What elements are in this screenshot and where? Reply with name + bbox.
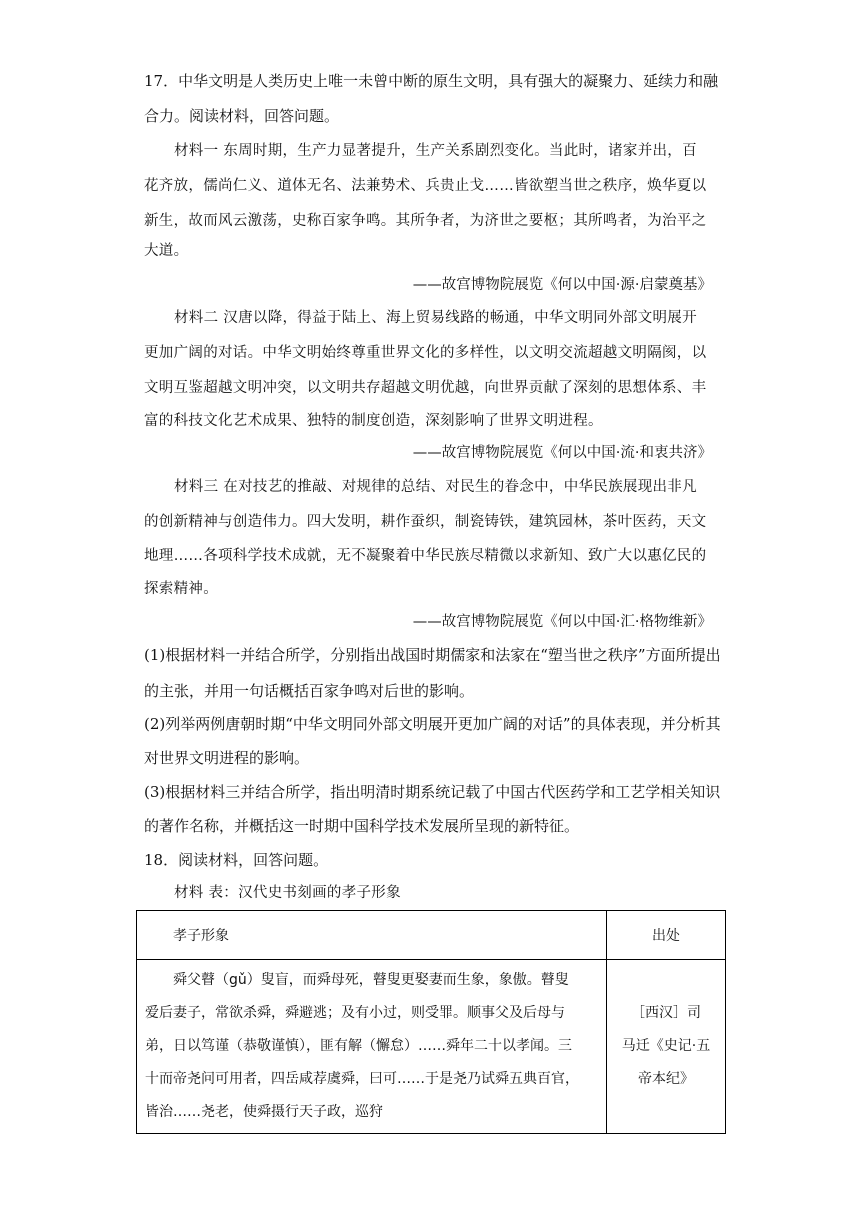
material-3-line-1: 材料三 在对技艺的推敲、对规律的总结、对民生的眷念中，中华民族展现出非凡 bbox=[174, 479, 697, 495]
material-1-line-4: 大道。 bbox=[144, 243, 189, 259]
row-source-line: ［西汉］司 bbox=[631, 1005, 701, 1021]
question-1-line-1: (1)根据材料一并结合所学，分别指出战国时期儒家和法家在“塑当世之秩序”方面所提出 bbox=[144, 646, 721, 664]
row-source-line: 马迁《史记·五 bbox=[621, 1038, 711, 1054]
row-text-line: 十而帝尧问可用者，四岳咸荐虞舜，曰可……于是尧乃试舜五典百官， bbox=[145, 1071, 579, 1087]
question-2-line-1: (2)列举两例唐朝时期“中华文明同外部文明展开更加广阔的对话”的具体表现，并分析其 bbox=[144, 715, 721, 733]
row-text-line: 爱后妻子，常欲杀舜，舜避逃；及有小过，则受罪。顺事父及后母与 bbox=[145, 1005, 565, 1021]
question-3-line-1: (3)根据材料三并结合所学，指出明清时期系统记载了中国古代医药学和工艺学相关知识 bbox=[144, 783, 721, 801]
material-3-source: ——故宫博物院展览《何以中国·汇·格物维新》 bbox=[412, 614, 712, 630]
row-text-line: 皆治……尧老，使舜摄行天子政，巡狩 bbox=[145, 1104, 383, 1120]
material-2-line-3: 文明互鉴超越文明冲突，以文明共存超越文明优越，向世界贡献了深刻的思想体系、丰 bbox=[144, 380, 707, 396]
row-text-line: 舜父瞽（gǔ）叟盲，而舜母死，瞽叟更娶妻而生象，象傲。瞽叟 bbox=[173, 972, 569, 988]
question-2-line-2: 对世界文明进程的影响。 bbox=[144, 749, 310, 767]
row-text-cell bbox=[137, 960, 607, 1134]
row-text-line: 弟，日以笃谨（恭敬谨慎），匪有解（懈怠）……舜年二十以孝闻。三 bbox=[145, 1038, 572, 1054]
header-source: 出处 bbox=[607, 911, 726, 960]
q17-stem-line-1: 17．中华文明是人类历史上唯一未曾中断的原生文明，具有强大的凝聚力、延续力和融 bbox=[144, 72, 719, 90]
table-header-row bbox=[137, 911, 726, 960]
material-2-source: ——故宫博物院展览《何以中国·流·和衷共济》 bbox=[412, 445, 712, 461]
material-2-line-4: 富的科技文化艺术成果、独特的制度创造，深刻影响了世界文明进程。 bbox=[144, 413, 603, 429]
material-1-line-3: 新生，故而风云激荡，史称百家争鸣。其所争者，为济世之要枢；其所鸣者，为治平之 bbox=[144, 213, 707, 229]
material-2-line-1: 材料二 汉唐以降，得益于陆上、海上贸易线路的畅通，中华文明同外部文明展开 bbox=[174, 310, 697, 326]
material-3-line-3: 地理……各项科学技术成就，无不凝聚着中华民族尽精微以求新知、致广大以惠亿民的 bbox=[144, 548, 707, 564]
material-3-line-2: 的创新精神与创造伟力。四大发明，耕作蚕织，制瓷铸铁，建筑园林，茶叶医药，天文 bbox=[144, 514, 707, 530]
q18-stem: 18．阅读材料，回答问题。 bbox=[144, 851, 329, 869]
header-image: 孝子形象 bbox=[137, 911, 607, 960]
material-2-line-2: 更加广阔的对话。中华文明始终尊重世界文化的多样性，以文明交流超越文明隔阂，以 bbox=[144, 345, 707, 361]
table-row bbox=[137, 960, 726, 1134]
q17-stem-line-2: 合力。阅读材料，回答问题。 bbox=[144, 107, 340, 125]
row-source-cell bbox=[607, 960, 726, 1134]
filial-son-table bbox=[136, 910, 726, 1134]
material-1-line-1: 材料一 东周时期，生产力显著提升，生产关系剧烈变化。当此时，诸家并出，百 bbox=[174, 143, 697, 159]
question-3-line-2: 的著作名称，并概括这一时期中国科学技术发展所呈现的新特征。 bbox=[144, 817, 580, 835]
material-1-source: ——故宫博物院展览《何以中国·源·启蒙奠基》 bbox=[412, 277, 712, 293]
table-caption: 材料 表：汉代史书刻画的孝子形象 bbox=[174, 885, 401, 901]
row-source-line: 帝本纪》 bbox=[638, 1071, 694, 1087]
material-3-line-4: 探索精神。 bbox=[144, 581, 218, 597]
question-1-line-2: 的主张，并用一句话概括百家争鸣对后世的影响。 bbox=[144, 682, 475, 700]
material-1-line-2: 花齐放，儒尚仁义、道体无名、法兼势术、兵贵止戈……皆欲塑当世之秩序，焕华夏以 bbox=[144, 178, 707, 194]
